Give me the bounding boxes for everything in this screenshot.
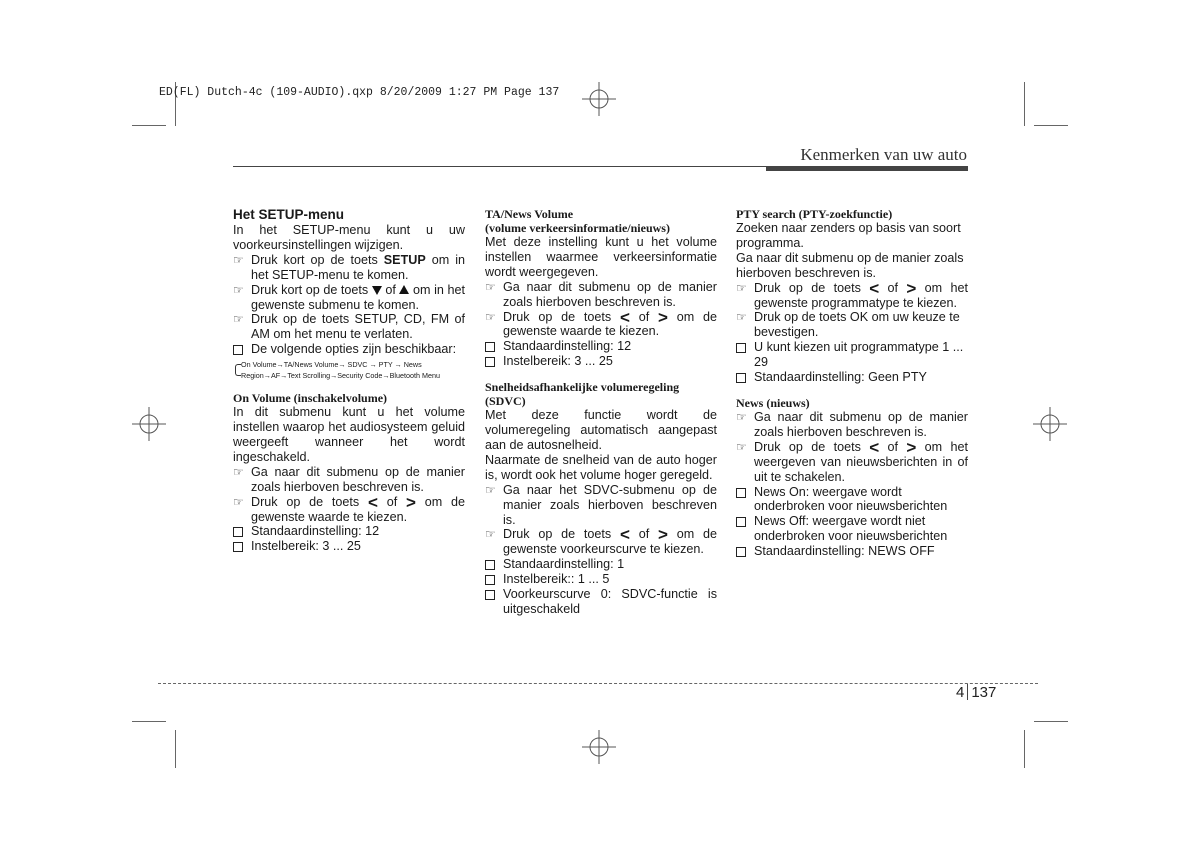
list-item: Instelbereik:: 1 ... 5 xyxy=(485,572,717,587)
setup-intro: In het SETUP-menu kunt u uw voorkeursinstellingen wijzigen. xyxy=(233,223,465,252)
pointing-hand-icon: ☞ xyxy=(485,279,496,294)
checkbox-bullet-icon xyxy=(736,343,746,353)
checkbox-bullet-icon xyxy=(233,345,243,355)
chevron-left-icon: < xyxy=(620,525,630,545)
list-item: ☞ Druk op de toets < of > om de gewenste voorkeurscurve te kiezen. xyxy=(485,525,717,557)
menu-flow-diagram: On Volume→TA/News Volume→ SDVC → PTY → News Region→AF→Text Scrolling→Security Code→Bluetooth Menu xyxy=(233,359,465,381)
checkbox-bullet-icon xyxy=(485,560,495,570)
crop-mark xyxy=(1024,82,1025,126)
list-item: ☞ Druk op de toets OK om uw keuze te bevestigen. xyxy=(736,310,960,340)
checkbox-bullet-icon xyxy=(485,357,495,367)
ta-news-heading: TA/News Volume (volume verkeersinformatie/nieuws) xyxy=(485,207,670,235)
pty-text: Ga naar dit submenu op de manier zoals hierboven beschreven is. xyxy=(736,250,964,280)
crop-mark xyxy=(1034,125,1068,126)
chevron-right-icon: > xyxy=(906,278,917,298)
pointing-hand-icon: ☞ xyxy=(233,282,244,297)
list-item: De volgende opties zijn beschikbaar: xyxy=(233,342,465,357)
news-heading: News (nieuws) xyxy=(736,395,810,410)
footer-divider xyxy=(158,683,1038,684)
list-item: ☞ Druk op de toets < of > om de gewenste waarde te kiezen. xyxy=(233,492,465,524)
arrow-up-icon xyxy=(399,285,409,294)
header-rule-accent xyxy=(766,167,968,171)
pointing-hand-icon: ☞ xyxy=(485,482,496,497)
sdvc-text: Naarmate de snelheid van de auto hoger is, wordt ook het volume hoger geregeld. xyxy=(485,452,717,482)
checkbox-bullet-icon xyxy=(485,590,495,600)
checkbox-bullet-icon xyxy=(736,373,746,383)
list-item: ☞ Druk op de toets < of > om het weergeven van nieuwsberichten in of uit te schakelen. xyxy=(736,437,969,484)
arrow-down-icon xyxy=(372,286,382,295)
list-item: Voorkeurscurve 0: SDVC-functie is uitgeschakeld xyxy=(485,587,717,617)
chevron-right-icon: > xyxy=(406,492,416,512)
pointing-hand-icon: ☞ xyxy=(736,310,747,325)
checkbox-bullet-icon xyxy=(233,527,243,537)
checkbox-bullet-icon xyxy=(485,575,495,585)
pointing-hand-icon: ☞ xyxy=(485,527,496,542)
pty-text: Zoeken naar zenders op basis van soort programma. xyxy=(736,221,961,250)
list-item: U kunt kiezen uit programmatype 1 ... 29 xyxy=(736,340,968,370)
list-item: ☞ Druk kort op de toets SETUP om in het SETUP-menu te komen. xyxy=(233,252,466,282)
list-item: News On: weergave wordt onderbroken voor nieuwsberichten xyxy=(736,485,968,515)
checkbox-bullet-icon xyxy=(736,517,746,527)
list-item: Standaardinstelling: 12 xyxy=(233,524,465,539)
registration-mark xyxy=(582,730,616,764)
checkbox-bullet-icon xyxy=(736,547,746,557)
list-item: Standaardinstelling: 1 xyxy=(485,557,717,572)
print-slug: ED(FL) Dutch-4c (109-AUDIO).qxp 8/20/2009 1:27 PM Page 137 xyxy=(159,86,560,99)
pointing-hand-icon: ☞ xyxy=(233,494,244,509)
list-item: ☞ Ga naar dit submenu op de manier zoals hierboven beschreven is. xyxy=(736,409,968,439)
page-number: 4 137 xyxy=(956,684,997,701)
pointing-hand-icon: ☞ xyxy=(233,252,244,267)
chevron-left-icon: < xyxy=(368,492,378,512)
pointing-hand-icon: ☞ xyxy=(736,409,747,424)
chevron-right-icon: > xyxy=(906,437,917,457)
list-item: ☞ Druk op de toets < of > om de gewenste waarde te kiezen. xyxy=(485,307,717,339)
column-2 xyxy=(485,207,717,617)
sdvc-text: Met deze functie wordt de volumeregeling automatisch aangepast aan de autosnelheid. xyxy=(485,408,717,452)
list-item: Standaardinstelling: 12 xyxy=(485,339,717,354)
crop-mark xyxy=(175,730,176,768)
list-item: Standaardinstelling: NEWS OFF xyxy=(736,544,968,559)
list-item: ☞ Ga naar het SDVC-submenu op de manier zoals hierboven beschreven is. xyxy=(485,482,717,527)
checkbox-bullet-icon xyxy=(736,488,746,498)
on-volume-text: In dit submenu kunt u het volume instellen waarop het audiosysteem geluid weergeeft wanneer het wordt ingeschakeld. xyxy=(233,405,465,464)
pointing-hand-icon: ☞ xyxy=(233,464,244,479)
pointing-hand-icon: ☞ xyxy=(736,280,747,295)
crop-mark xyxy=(132,125,166,126)
crop-mark xyxy=(1024,730,1025,768)
checkbox-bullet-icon xyxy=(485,342,495,352)
column-3 xyxy=(736,207,968,559)
list-item: Standaardinstelling: Geen PTY xyxy=(736,370,968,385)
list-item: ☞ Druk op de toets SETUP, CD, FM of AM om het menu te verlaten. xyxy=(233,312,465,342)
pointing-hand-icon: ☞ xyxy=(233,312,244,327)
chevron-left-icon: < xyxy=(620,307,630,327)
checkbox-bullet-icon xyxy=(233,542,243,552)
chevron-right-icon: > xyxy=(658,525,668,545)
crop-mark xyxy=(132,721,166,722)
chevron-left-icon: < xyxy=(869,437,880,457)
on-volume-heading: On Volume (inschakelvolume) xyxy=(233,391,388,406)
sdvc-heading: Snelheidsafhankelijke volumeregeling (SDVC) xyxy=(485,380,680,409)
list-item: ☞ Ga naar dit submenu op de manier zoals hierboven beschreven is. xyxy=(485,279,717,309)
section-title: Kenmerken van uw auto xyxy=(800,145,967,164)
registration-mark xyxy=(1033,407,1067,441)
list-item: ☞ Druk kort op de toets of om in het gewenste submenu te komen. xyxy=(233,282,465,312)
chevron-right-icon: > xyxy=(658,307,668,327)
column-1 xyxy=(233,207,465,554)
ta-news-text: Met deze instelling kunt u het volume instellen waarmee verkeersinformatie wordt weergegeven. xyxy=(485,235,717,279)
list-item: Instelbereik: 3 ... 25 xyxy=(485,354,717,369)
setup-heading: Het SETUP-menu xyxy=(233,207,345,222)
chevron-left-icon: < xyxy=(869,278,880,298)
pointing-hand-icon: ☞ xyxy=(485,309,496,324)
list-item: ☞ Druk op de toets < of > om het gewenste programmatype te kiezen. xyxy=(736,278,969,310)
pointing-hand-icon: ☞ xyxy=(736,439,747,454)
crop-mark xyxy=(1034,721,1068,722)
registration-mark xyxy=(582,82,616,116)
list-item: Instelbereik: 3 ... 25 xyxy=(233,539,465,554)
list-item: ☞ Ga naar dit submenu op de manier zoals hierboven beschreven is. xyxy=(233,464,465,494)
pty-heading: PTY search (PTY-zoekfunctie) xyxy=(736,207,893,221)
registration-mark xyxy=(132,407,166,441)
list-item: News Off: weergave wordt niet onderbroken voor nieuwsberichten xyxy=(736,514,968,544)
